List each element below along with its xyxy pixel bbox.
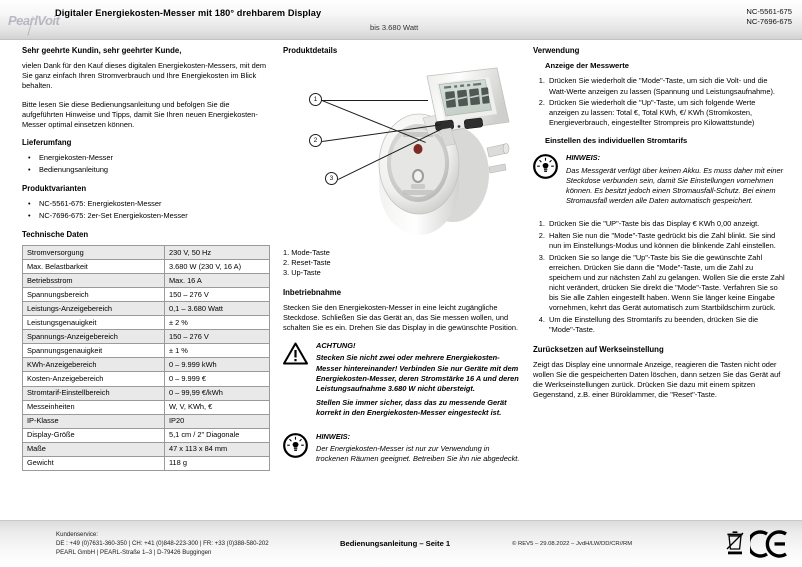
table-row [23,428,270,442]
compliance-marks [724,529,790,559]
logo-text: PearlVoit [8,13,60,28]
intro-paragraph-2: Bitte lesen Sie diese Bedienungsanleitung und befolgen Sie die aufgeführten Hinweise und Tipps, damit Sie Ihren neuen Energiekosten-Messer optimal einsetzen können. [22,99,258,129]
spec-value: 118 g [165,456,270,470]
customer-service-label: Kundenservice: [56,531,99,538]
setup-text: Stecken Sie den Energiekosten-Messer in eine leicht zugängliche Steckdose. Schließen Sie das Gerät an, das Sie messen wollen, und schalten Sie es ein. Drehen Sie das Display in die gewünschte Position. [283,302,518,333]
table-row [23,260,270,274]
warning-paragraph-1: Stecken Sie nicht zwei oder mehrere Energiekosten-Messer hintereinander! Verbinden Sie nur Geräte mit dem Energiekosten-Messer, deren Stromstärke 16 A und deren Leistungsaufnahme 3.680 W nicht übersteigt. [316,353,519,393]
list-item: • NC-5561-675: Energiekosten-Messer [39,199,270,209]
hint-notice-dry-rooms [283,432,521,469]
page-title: Digitaler Energiekosten-Messer mit 180° drehbarem Display [55,8,322,18]
table-row [23,274,270,288]
warning-text [316,341,521,423]
spec-value: 5,1 cm / 2" Diagonale [165,428,270,442]
table-row [23,330,270,344]
spec-key: Kosten-Anzeigebereich [23,372,165,386]
spec-key: Leistungs-Anzeigebereich [23,302,165,316]
spec-key: Gewicht [23,456,165,470]
page-footer [0,520,802,567]
measurements-display-heading: Anzeige der Messwerte [545,61,629,71]
tariff-setup-steps [533,219,785,334]
table-row [23,386,270,400]
hint-notice-battery [533,153,785,210]
scope-of-delivery-heading: Lieferumfang [22,137,72,147]
product-code-1: NC-5561-675 [746,7,792,16]
spec-key: Max. Belastbarkeit [23,260,165,274]
legend-item-1: 1. Mode-Taste [283,248,330,258]
spec-key: Maße [23,442,165,456]
weee-bin-icon [724,530,746,558]
spec-value: 47 x 113 x 84 mm [165,442,270,456]
energy-meter-illustration [319,64,519,244]
company-address: PEARL GmbH | PEARL-Straße 1–3 | D-79426 Buggingen [56,549,212,557]
lightbulb-hint-icon [533,153,559,210]
product-diagram [283,64,521,244]
callout-marker-3: 3 [325,172,338,185]
spec-key: Leistungsgenauigkeit [23,316,165,330]
table-row [23,316,270,330]
measurements-steps [533,76,785,128]
customer-service-phones: DE : +49 (0)7631-360-350 | CH: +41 (0)848-223-300 | FR: +33 (0)388-580-202 [56,540,269,548]
spec-value: 230 V, 50 Hz [165,246,270,260]
customer-service-block [56,530,269,557]
list-item: • Energiekosten-Messer [39,153,270,163]
callout-marker-1: 1 [309,93,322,106]
list-item: 2. Halten Sie nun die "Mode"-Taste gedrückt bis die Zahl blinkt. Sie sind nun im Einstellungs-Modus und können die blinkende Zahl einstellen. [547,231,785,251]
spec-value: 0 – 9.999 kWh [165,358,270,372]
table-row [23,302,270,316]
spec-value: 150 – 276 V [165,330,270,344]
hint-text [566,153,785,210]
warning-triangle-icon [283,341,309,423]
factory-reset-heading: Zurücksetzen auf Werkseinstellung [533,344,664,354]
spec-key: Stromversorgung [23,246,165,260]
table-row [23,246,270,260]
setup-heading: Inbetriebnahme [283,287,342,297]
table-row [23,400,270,414]
table-row [23,288,270,302]
lightbulb-hint-icon [283,432,309,469]
list-item: 1. Drücken Sie die "UP"-Taste bis das Display € KWh 0,00 anzeigt. [547,219,785,229]
table-row [23,456,270,470]
product-details-heading: Produktdetails [283,46,338,55]
table-row [23,414,270,428]
spec-value: 3.680 W (230 V, 16 A) [165,260,270,274]
list-item: 1. Drücken Sie wiederholt die "Mode"-Taste, um sich die Volt- und die Watt-Werte anzeigen zu lassen (Spannung und Leistungsaufnahme). [547,76,785,96]
list-item: 3. Drücken Sie so lange die "Up"-Taste bis Sie die gewünschte Zahl erreichen. Drücken Sie dann die "Mode"-Taste, um die Zahl zu speichern und zur nächsten Zahl zu gelangen. Wollen Sie die erste Zahl nicht verändert, drücken Sie direkt die "Mode"-Taste. Verfahren Sie so bis Sie alle Zahlen eingestellt haben. Wenn Sie länger keine Eingabe vornehmen, kehrt das Gerät automatisch zum Startbildschirm zurück. [547,253,785,313]
spec-key: Spannungsgenauigkeit [23,344,165,358]
page-header [0,0,802,40]
tariff-setup-heading: Einstellen des individuellen Stromtarifs [545,136,688,146]
table-row [23,372,270,386]
factory-reset-text: Zeigt das Display eine unnormale Anzeige, reagieren die Tasten nicht oder wollen Sie die gespeicherten Daten löschen, dann setzen Sie das Gerät auf die Werkseinstellungen zurück. Drücken Sie dazu mit einem spitzen Gegenstand, z.B. einer Büroklammer, die "Reset"-Taste. [533,360,781,400]
list-item: 2. Drücken Sie wiederholt die "Up"-Taste, um sich folgende Werte anzeigen zu lassen: Total €, Total KWh, €/ KWh (Stromkosten, Energieverbrauch, eingestellter Strompreis pro Kilowattstunde) [547,98,785,128]
spec-key: Spannungs-Anzeigebereich [23,330,165,344]
spec-value: 150 – 276 V [165,288,270,302]
spec-value: 0 – 9.999 € [165,372,270,386]
legend-item-2: 2. Reset-Taste [283,258,331,268]
table-row [23,442,270,456]
spec-value: W, V, KWh, € [165,400,270,414]
usage-heading: Verwendung [533,46,580,55]
spec-value: 0 – 99,99 €/kWh [165,386,270,400]
revision-label: © REV5 – 29.08.2022 – JvdH/LW/DD/CR//RM [512,541,633,547]
list-item: • Bedienungsanleitung [39,165,270,175]
hint-text [316,432,521,469]
product-variants-heading: Produktvarianten [22,183,87,193]
manual-page-label: Bedienungsanleitung – Seite 1 [340,539,451,548]
list-item: • NC-7696-675: 2er-Set Energiekosten-Messer [39,211,270,221]
spec-key: Betriebsstrom [23,274,165,288]
scope-of-delivery-list [22,153,270,175]
callout-marker-2: 2 [309,134,322,147]
warning-paragraph-2: Stellen Sie immer sicher, dass das zu messende Gerät korrekt in den Energiekosten-Messer eingesteckt ist. [316,398,507,418]
hint-paragraph: Das Messgerät verfügt über keinen Akku. Es muss daher mit einer Steckdose verbunden sein, damit Sie Einstellungen vornehmen können. Es besitzt jedoch einen Stromausfall-Schutz. Bei einem Stromausfall werden alle Daten automatisch gespeichert. [566,165,784,206]
technical-data-heading: Technische Daten [22,229,89,239]
legend-item-3: 3. Up-Taste [283,268,321,278]
technical-data-table [22,245,270,471]
column-left [22,46,270,471]
greeting-heading: Sehr geehrte Kundin, sehr geehrter Kunde, [22,46,182,55]
hint-paragraph: Der Energiekosten-Messer ist nur zur Verwendung in trockenen Räumen geeignet. Betreiben Sie ihn nie abgedeckt. [316,443,520,464]
callout-legend [283,248,521,278]
spec-value: IP20 [165,414,270,428]
spec-key: Stromtarif-Einstellbereich [23,386,165,400]
product-code-2: NC-7696-675 [746,17,792,27]
hint-title: HINWEIS: [316,431,351,441]
table-row [23,358,270,372]
warning-title: ACHTUNG! [316,341,356,351]
intro-paragraph-1: vielen Dank für den Kauf dieses digitalen Energiekosten-Messers, mit dem Sie ganz einfach Ihren Stromverbrauch und Ihre Energiekosten im Blick behalten. [22,61,267,91]
spec-value: 0,1 – 3.680 Watt [165,302,270,316]
hint-title: HINWEIS: [566,153,601,163]
column-middle [283,46,521,477]
product-variants-list [22,199,270,221]
spec-value: ± 1 % [165,344,270,358]
column-right [533,46,785,408]
spec-value: Max. 16 A [165,274,270,288]
spec-key: Display-Größe [23,428,165,442]
ce-mark-icon [750,529,790,559]
spec-key: Spannungsbereich [23,288,165,302]
table-row [23,344,270,358]
list-item: 4. Um die Einstellung des Stromtarifs zu beenden, drücken Sie die "Mode"-Taste. [547,315,785,335]
page-subtitle: bis 3.680 Watt [370,23,419,32]
spec-value: ± 2 % [165,316,270,330]
spec-key: IP-Klasse [23,414,165,428]
spec-key: KWh-Anzeigebereich [23,358,165,372]
warning-notice [283,341,521,423]
spec-key: Messeinheiten [23,400,165,414]
callout-leader-1 [322,100,428,101]
product-codes [746,7,792,28]
